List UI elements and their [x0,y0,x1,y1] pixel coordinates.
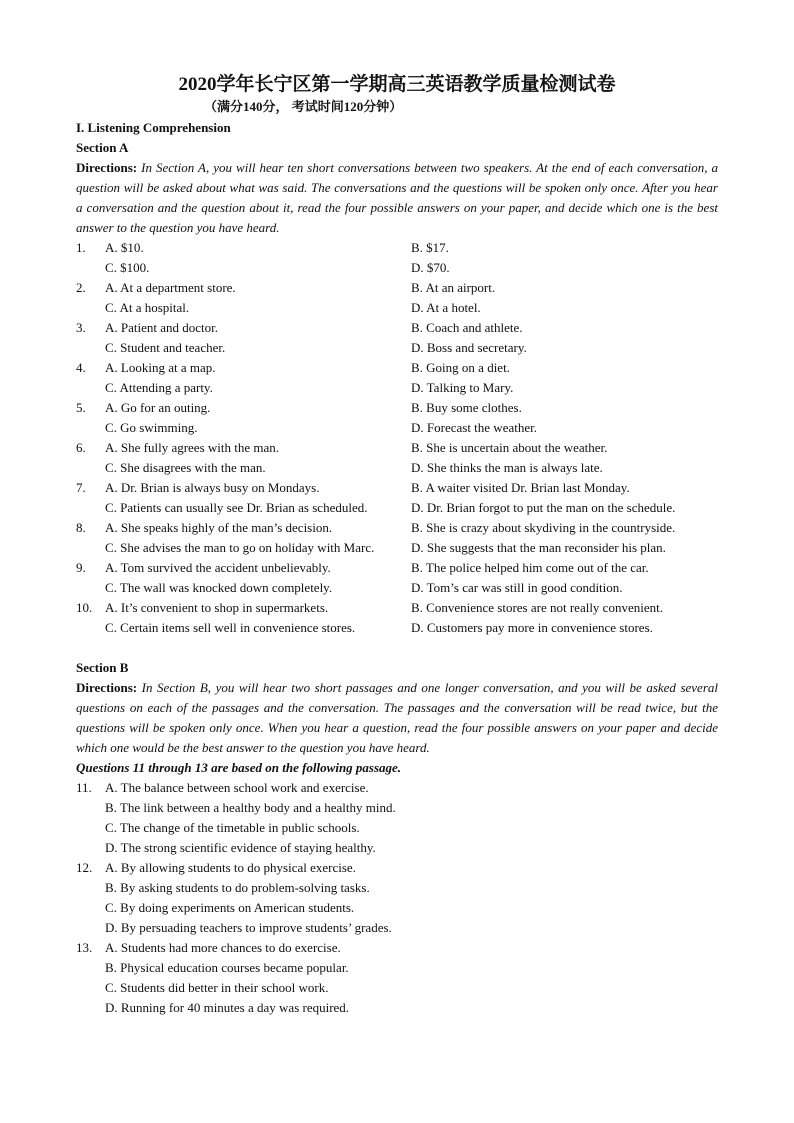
question-item [76,398,718,438]
question-number: 5. [76,400,86,415]
question-item [76,438,718,478]
passage-instruction: Questions 11 through 13 are based on the following passage. [76,760,402,775]
option-a: A. The balance between school work and exercise. [105,780,369,795]
question-number: 1. [76,240,86,255]
question-item [76,518,718,558]
option-d: D. Talking to Mary. [411,380,514,395]
option-d: D. Dr. Brian forgot to put the man on the schedule. [411,500,676,515]
spacer [76,638,718,658]
option-d: D. By persuading teachers to improve students’ grades. [105,920,392,935]
question-item [76,278,718,318]
option-a: A. Looking at a map. [105,360,216,375]
option-b: B. Convenience stores are not really convenient. [411,600,663,615]
option-c: C. Students did better in their school work. [105,980,329,995]
option-d: D. Tom’s car was still in good condition. [411,580,623,595]
section-a-question-list [76,238,718,638]
section-b-question-list [76,778,718,1018]
option-b: B. By asking students to do problem-solving tasks. [105,880,370,895]
section-b-heading: Section B [76,660,129,675]
option-a: A. Tom survived the accident unbelievably. [105,560,331,575]
directions-label: Directions: [76,680,138,695]
part-title: I. Listening Comprehension [76,120,231,135]
option-d: D. She thinks the man is always late. [411,460,603,475]
option-a: A. She speaks highly of the man’s decision. [105,520,333,535]
option-b: B. The link between a healthy body and a healthy mind. [105,800,396,815]
option-b: B. A waiter visited Dr. Brian last Monday. [411,480,630,495]
option-a: A. By allowing students to do physical exercise. [105,860,356,875]
question-item [76,598,718,638]
question-number: 9. [76,560,86,575]
section-a-heading: Section A [76,140,129,155]
option-d: D. Boss and secretary. [411,340,527,355]
question-number: 12. [76,860,93,875]
question-item [76,558,718,598]
option-c: C. Patients can usually see Dr. Brian as scheduled. [105,500,368,515]
question-number: 6. [76,440,86,455]
option-b: B. Coach and athlete. [411,320,523,335]
option-d: D. The strong scientific evidence of staying healthy. [105,840,376,855]
option-b: B. She is crazy about skydiving in the countryside. [411,520,676,535]
section-b-directions [76,678,718,758]
option-c: C. The change of the timetable in public schools. [105,820,360,835]
option-d: D. She suggests that the man reconsider his plan. [411,540,666,555]
page-title: 2020学年长宁区第一学期高三英语教学质量检测试卷 [178,74,616,95]
question-item [76,778,718,858]
option-a: A. $10. [105,240,144,255]
question-item [76,318,718,358]
option-d: D. Running for 40 minutes a day was required. [105,1000,350,1015]
question-number: 10. [76,600,93,615]
option-d: D. At a hotel. [411,300,481,315]
option-c: C. At a hospital. [105,300,190,315]
option-c: C. Go swimming. [105,420,198,435]
directions-text: In Section A, you will hear ten short conversations between two speakers. At the end of each conversation, a question will be asked about what was said. The conversations and the questions will be spoken only once. After you hear a conversation and the question about it, read the four possible answers on your paper, and decide which one is the best answer to the question you have heard. [76,160,718,235]
option-d: D. $70. [411,260,450,275]
option-c: C. The wall was knocked down completely. [105,580,333,595]
option-d: D. Customers pay more in convenience stores. [411,620,653,635]
option-b: B. Physical education courses became popular. [105,960,349,975]
option-b: B. Going on a diet. [411,360,510,375]
option-b: B. $17. [411,240,449,255]
question-item [76,358,718,398]
option-c: C. Student and teacher. [105,340,226,355]
option-b: B. Buy some clothes. [411,400,522,415]
question-item [76,938,718,1018]
option-c: C. By doing experiments on American students. [105,900,355,915]
option-b: B. The police helped him come out of the car. [411,560,649,575]
option-a: A. Students had more chances to do exercise. [105,940,341,955]
option-c: C. Certain items sell well in convenience stores. [105,620,356,635]
question-number: 2. [76,280,86,295]
option-c: C. $100. [105,260,150,275]
option-c: C. She advises the man to go on holiday with Marc. [105,540,375,555]
option-b: B. She is uncertain about the weather. [411,440,608,455]
question-number: 13. [76,940,93,955]
question-number: 4. [76,360,86,375]
question-number: 11. [76,780,92,795]
option-b: B. At an airport. [411,280,496,295]
option-d: D. Forecast the weather. [411,420,537,435]
option-a: A. Dr. Brian is always busy on Mondays. [105,480,320,495]
page-subtitle: （满分140分， 考试时间120分钟） [204,99,403,114]
question-item [76,478,718,518]
section-a-directions [76,158,718,238]
directions-label: Directions: [76,160,138,175]
directions-text: In Section B, you will hear two short passages and one longer conversation, and you will be asked several questions on each of the passages and the conversation. The passages and the conversation will be read twice, but the questions will be spoken only once. When you hear a question, read the four possible answers on your paper and decide which one would be the best answer to the question you have heard. [76,680,718,755]
option-c: C. Attending a party. [105,380,213,395]
question-number: 7. [76,480,86,495]
option-a: A. It’s convenient to shop in supermarkets. [105,600,329,615]
question-number: 3. [76,320,86,335]
option-a: A. Go for an outing. [105,400,211,415]
option-a: A. She fully agrees with the man. [105,440,280,455]
option-c: C. She disagrees with the man. [105,460,266,475]
option-a: A. At a department store. [105,280,236,295]
exam-page [76,72,718,1018]
question-item [76,238,718,278]
question-item [76,858,718,938]
question-number: 8. [76,520,86,535]
option-a: A. Patient and doctor. [105,320,219,335]
